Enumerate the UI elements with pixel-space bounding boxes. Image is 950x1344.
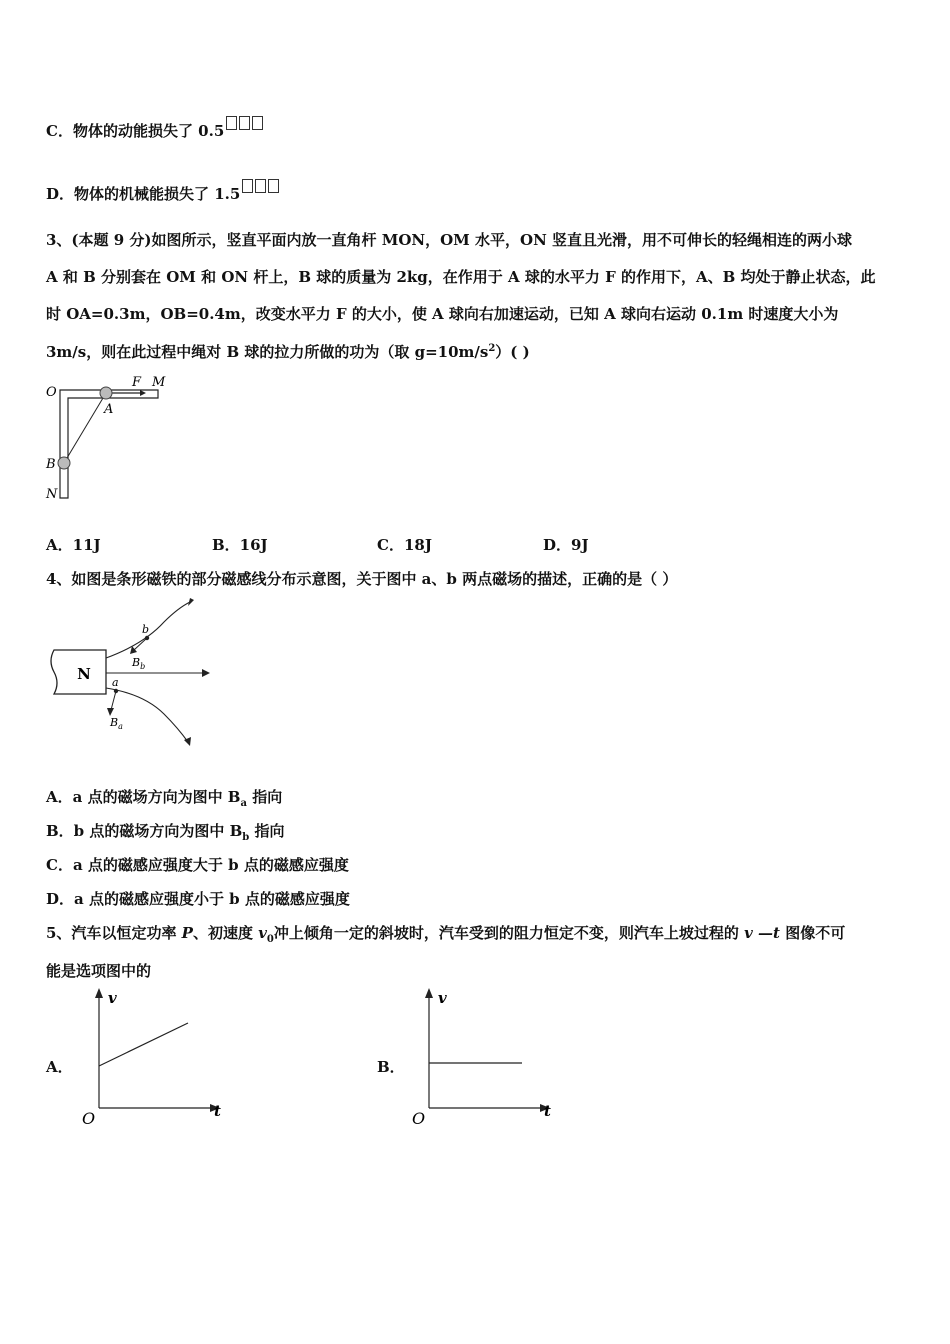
- missing-glyph-icon: [242, 179, 253, 193]
- q3-stem-line2: A 和 B 分别套在 OM 和 ON 杆上，B 球的质量为 2kg，在作用于 A 球的水平力 F 的作用下，A、B 均处于静止状态，此: [46, 268, 876, 286]
- origin-label: O: [412, 1109, 426, 1128]
- missing-glyph-icon: [252, 116, 263, 130]
- axis-v-label: v: [108, 989, 117, 1007]
- q3-option-d: D．9J: [543, 536, 589, 554]
- missing-glyph-icon: [255, 179, 266, 193]
- q3-option-c: C．18J: [377, 536, 432, 554]
- q3-stem-line3: 时 OA=0.3m，OB=0.4m，改变水平力 F 的大小，使 A 球向右加速运动，已知 A 球向右运动 0.1m 时速度大小为: [46, 305, 839, 323]
- axis-t-label: t: [544, 1102, 551, 1120]
- missing-glyph-icon: [226, 116, 237, 130]
- q5-graph-a: [78, 986, 228, 1128]
- q4-magnet-figure: [46, 596, 216, 754]
- q4-option-b: B．b 点的磁场方向为图中 $B_b$ 指向: [46, 822, 285, 843]
- axis-t-label: t: [214, 1102, 221, 1120]
- q2-option-d: D．物体的机械能损失了 1.5: [46, 179, 279, 204]
- label-n-pole: N: [77, 665, 91, 683]
- label-a-point: a: [112, 676, 119, 689]
- label-n: N: [46, 487, 58, 502]
- q3-stem-line4: 3m/s，则在此过程中绳对 B 球的拉力所做的功为（取 $g=10m/s^2$）( ): [46, 343, 530, 361]
- q4-option-c: C．a 点的磁感应强度大于 b 点的磁感应强度: [46, 856, 349, 874]
- q5-option-a-label: A．: [46, 1058, 73, 1076]
- label-b: B: [46, 457, 56, 472]
- label-bb-vector: $B_b$: [132, 656, 146, 671]
- q3-option-a: A．11J: [46, 536, 101, 554]
- label-o: O: [46, 385, 57, 400]
- q2-option-c: C．物体的动能损失了 0.5: [46, 116, 263, 141]
- q5-option-b-label: B．: [377, 1058, 405, 1076]
- q5-stem-line1: 5、汽车以恒定功率 P、初速度 $v_0$冲上倾角一定的斜坡时，汽车受到的阻力恒定不变，则汽车上坡过程的 v —t 图像不可: [46, 924, 846, 945]
- q5-graph-b: [408, 986, 558, 1128]
- q4-option-d: D．a 点的磁感应强度小于 b 点的磁感应强度: [46, 890, 350, 908]
- q4-option-a: A．a 点的磁场方向为图中 $B_a$ 指向: [46, 788, 283, 809]
- origin-label: O: [82, 1109, 96, 1128]
- q3-stem-line1: 3、(本题 9 分)如图所示，竖直平面内放一直角杆 MON，OM 水平，ON 竖直且光滑，用不可伸长的轻绳相连的两小球: [46, 231, 853, 249]
- q4-stem: 4、如图是条形磁铁的部分磁感线分布示意图，关于图中 a、b 两点磁场的描述，正确的是（ ）: [46, 570, 678, 588]
- label-m: M: [152, 375, 166, 390]
- q3-option-b: B．16J: [212, 536, 268, 554]
- missing-glyph-icon: [239, 116, 250, 130]
- label-f: F: [132, 375, 142, 390]
- label-b-point: b: [142, 623, 150, 636]
- q5-stem-line2: 能是选项图中的: [46, 962, 152, 980]
- axis-v-label: v: [438, 989, 447, 1007]
- label-a: A: [104, 402, 114, 417]
- missing-glyph-icon: [268, 179, 279, 193]
- q3-rod-figure: [40, 372, 180, 504]
- label-ba-vector: $B_a$: [110, 716, 123, 731]
